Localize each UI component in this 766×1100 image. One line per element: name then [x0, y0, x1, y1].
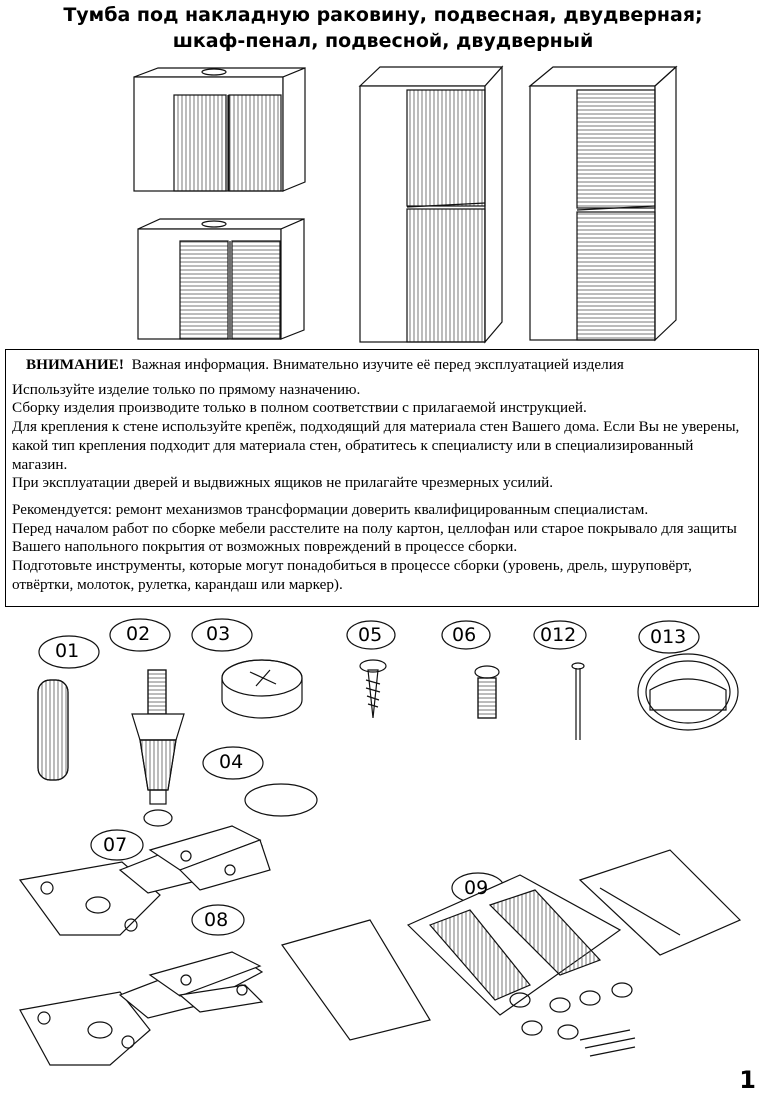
- tall-cabinet-horizontal-flutes: [530, 67, 676, 340]
- part-02-leg: [110, 619, 184, 826]
- tall-cabinet-vertical-flutes: [360, 67, 502, 342]
- vanity-cabinet-horizontal-flutes: [138, 219, 304, 339]
- notice-heading: [12, 356, 752, 375]
- notice-paragraph: Перед началом работ по сборке мебели расстелите на полу картон, целлофан или старое покрывало для защиты Вашего напольного покрытия от возможных повреждений в процессе сборки.: [12, 519, 737, 556]
- part-label: 01: [55, 640, 80, 662]
- part-label: 06: [452, 624, 477, 646]
- notice-paragraph: При эксплуатации дверей и выдвижных ящиков не прилагайте чрезмерных усилий.: [12, 474, 554, 492]
- part-07-hinge: [20, 826, 270, 935]
- part-label: 08: [204, 909, 229, 931]
- notice-heading-text: Важная информация. Внимательно изучите её перед эксплуатацией изделия: [131, 356, 624, 373]
- notice-paragraph: Используйте изделие только по прямому назначению.: [12, 380, 361, 398]
- page-number: 1: [739, 1066, 756, 1094]
- part-label: 012: [540, 624, 577, 646]
- vanity-cabinet-vertical-flutes: [134, 68, 305, 191]
- warning-notice: [5, 349, 759, 607]
- notice-paragraph: Сборку изделия производите только в полном соответствии с прилагаемой инструкцией.: [12, 399, 587, 417]
- part-label: 04: [219, 751, 244, 773]
- title-line-2: шкаф-пенал, подвесной, двудверный: [172, 30, 594, 52]
- part-label: 07: [103, 834, 128, 856]
- part-label: 05: [358, 624, 383, 646]
- part-label: 013: [650, 626, 687, 648]
- notice-paragraph: Подготовьте инструменты, которые могут понадобиться в процессе сборки (уровень, дрель, шуруповёрт, отвёртки, молоток, рулетка, карандаш или маркер).: [12, 557, 692, 593]
- notice-paragraph: Рекомендуется: ремонт механизмов трансформации доверить квалифицированным специалистам.: [12, 500, 649, 518]
- notice-heading-bold: ВНИМАНИЕ!: [26, 356, 124, 373]
- part-label: 02: [126, 623, 151, 645]
- title-line-1: Тумба под накладную раковину, подвесная, двудверная;: [63, 4, 703, 26]
- part-label: 09: [464, 877, 489, 899]
- part-09-drawer-runners: [282, 850, 740, 1056]
- part-label: 03: [206, 623, 231, 645]
- notice-paragraph: Для крепления к стене используйте крепёж, подходящий для материала стен Вашего дома. Если Вы не уверены, какой тип крепления подходит для материала стен, обратитесь к специалисту или в специализированный магазин.: [12, 418, 740, 473]
